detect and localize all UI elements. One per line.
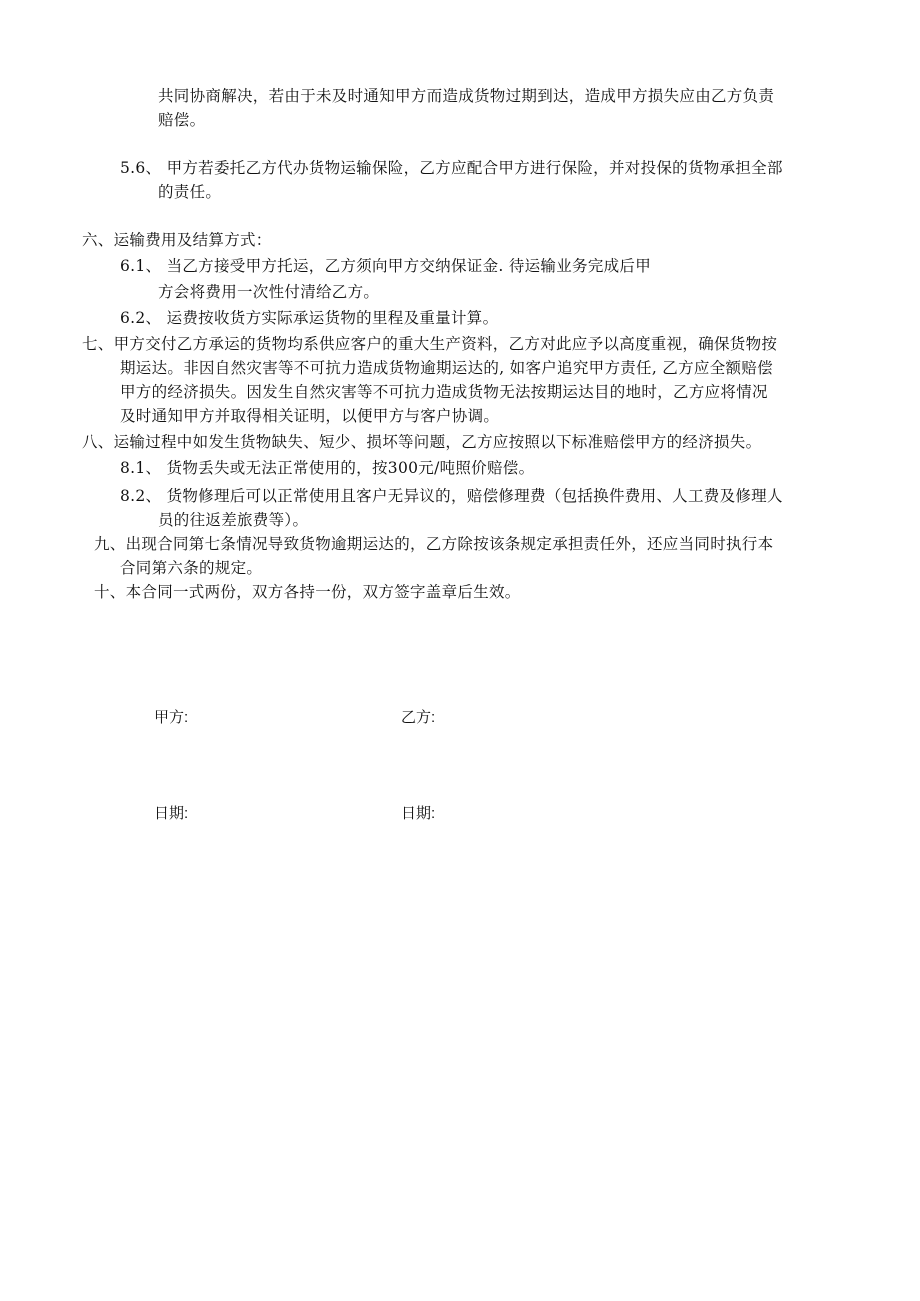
clause-9-line-1: 九、出现合同第七条情况导致货物逾期运达的，乙方除按该条规定承担责任外，还应当同时执行本 — [94, 535, 774, 553]
clause-6-heading: 六、运输费用及结算方式： — [82, 231, 272, 249]
clause-7-line-1: 七、甲方交付乙方承运的货物均系供应客户的重大生产资料，乙方对此应予以高度重视，确保货物按 — [82, 335, 778, 353]
clause-6-1-line-2: 方会将费用一次性付清给乙方。 — [158, 283, 380, 301]
clause-6-2: 6.2、 运费按收货方实际承运货物的里程及重量计算。 — [120, 309, 499, 327]
clause-5-5-line-1: 共同协商解决，若由于未及时通知甲方而造成货物过期到达，造成甲方损失应由乙方负责 — [158, 87, 775, 105]
date-a-label: 日期: — [154, 805, 189, 822]
clause-8-2-line-1: 8.2、 货物修理后可以正常使用且客户无异议的，赔偿修理费（包括换件费用、人工费及修理人 — [120, 487, 783, 505]
clause-5-5-line-2: 赔偿。 — [158, 111, 206, 129]
clause-7-line-2: 期运达。非因自然灾害等不可抗力造成货物逾期运达的, 如客户追究甲方责任, 乙方应全额赔偿 — [120, 359, 773, 377]
clause-5-6-line-1: 5.6、 甲方若委托乙方代办货物运输保险，乙方应配合甲方进行保险，并对投保的货物承担全部 — [120, 159, 783, 177]
date-b-label: 日期: — [401, 805, 436, 822]
clause-6-1-line-1: 6.1、 当乙方接受甲方托运，乙方须向甲方交纳保证金. 待运输业务完成后甲 — [120, 257, 652, 275]
clause-7-line-4: 及时通知甲方并取得相关证明，以便甲方与客户协调。 — [120, 407, 500, 425]
clause-8-1: 8.1、 货物丢失或无法正常使用的，按300元/吨照价赔偿。 — [120, 459, 535, 477]
clause-7-line-3: 甲方的经济损失。因发生自然灾害等不可抗力造成货物无法按期运达目的地时，乙方应将情况 — [120, 383, 768, 401]
clause-5-6-line-2: 的责任。 — [158, 183, 222, 201]
clause-8-2-line-2: 员的往返差旅费等）。 — [158, 511, 309, 529]
clause-8-heading: 八、运输过程中如发生货物缺失、短少、损坏等问题，乙方应按照以下标准赔偿甲方的经济损失。 — [82, 433, 762, 451]
clause-9-line-2: 合同第六条的规定。 — [120, 559, 263, 577]
party-a-label: 甲方: — [154, 709, 189, 726]
clause-10: 十、本合同一式两份，双方各持一份，双方签字盖章后生效。 — [94, 583, 521, 601]
party-b-label: 乙方: — [401, 709, 436, 726]
